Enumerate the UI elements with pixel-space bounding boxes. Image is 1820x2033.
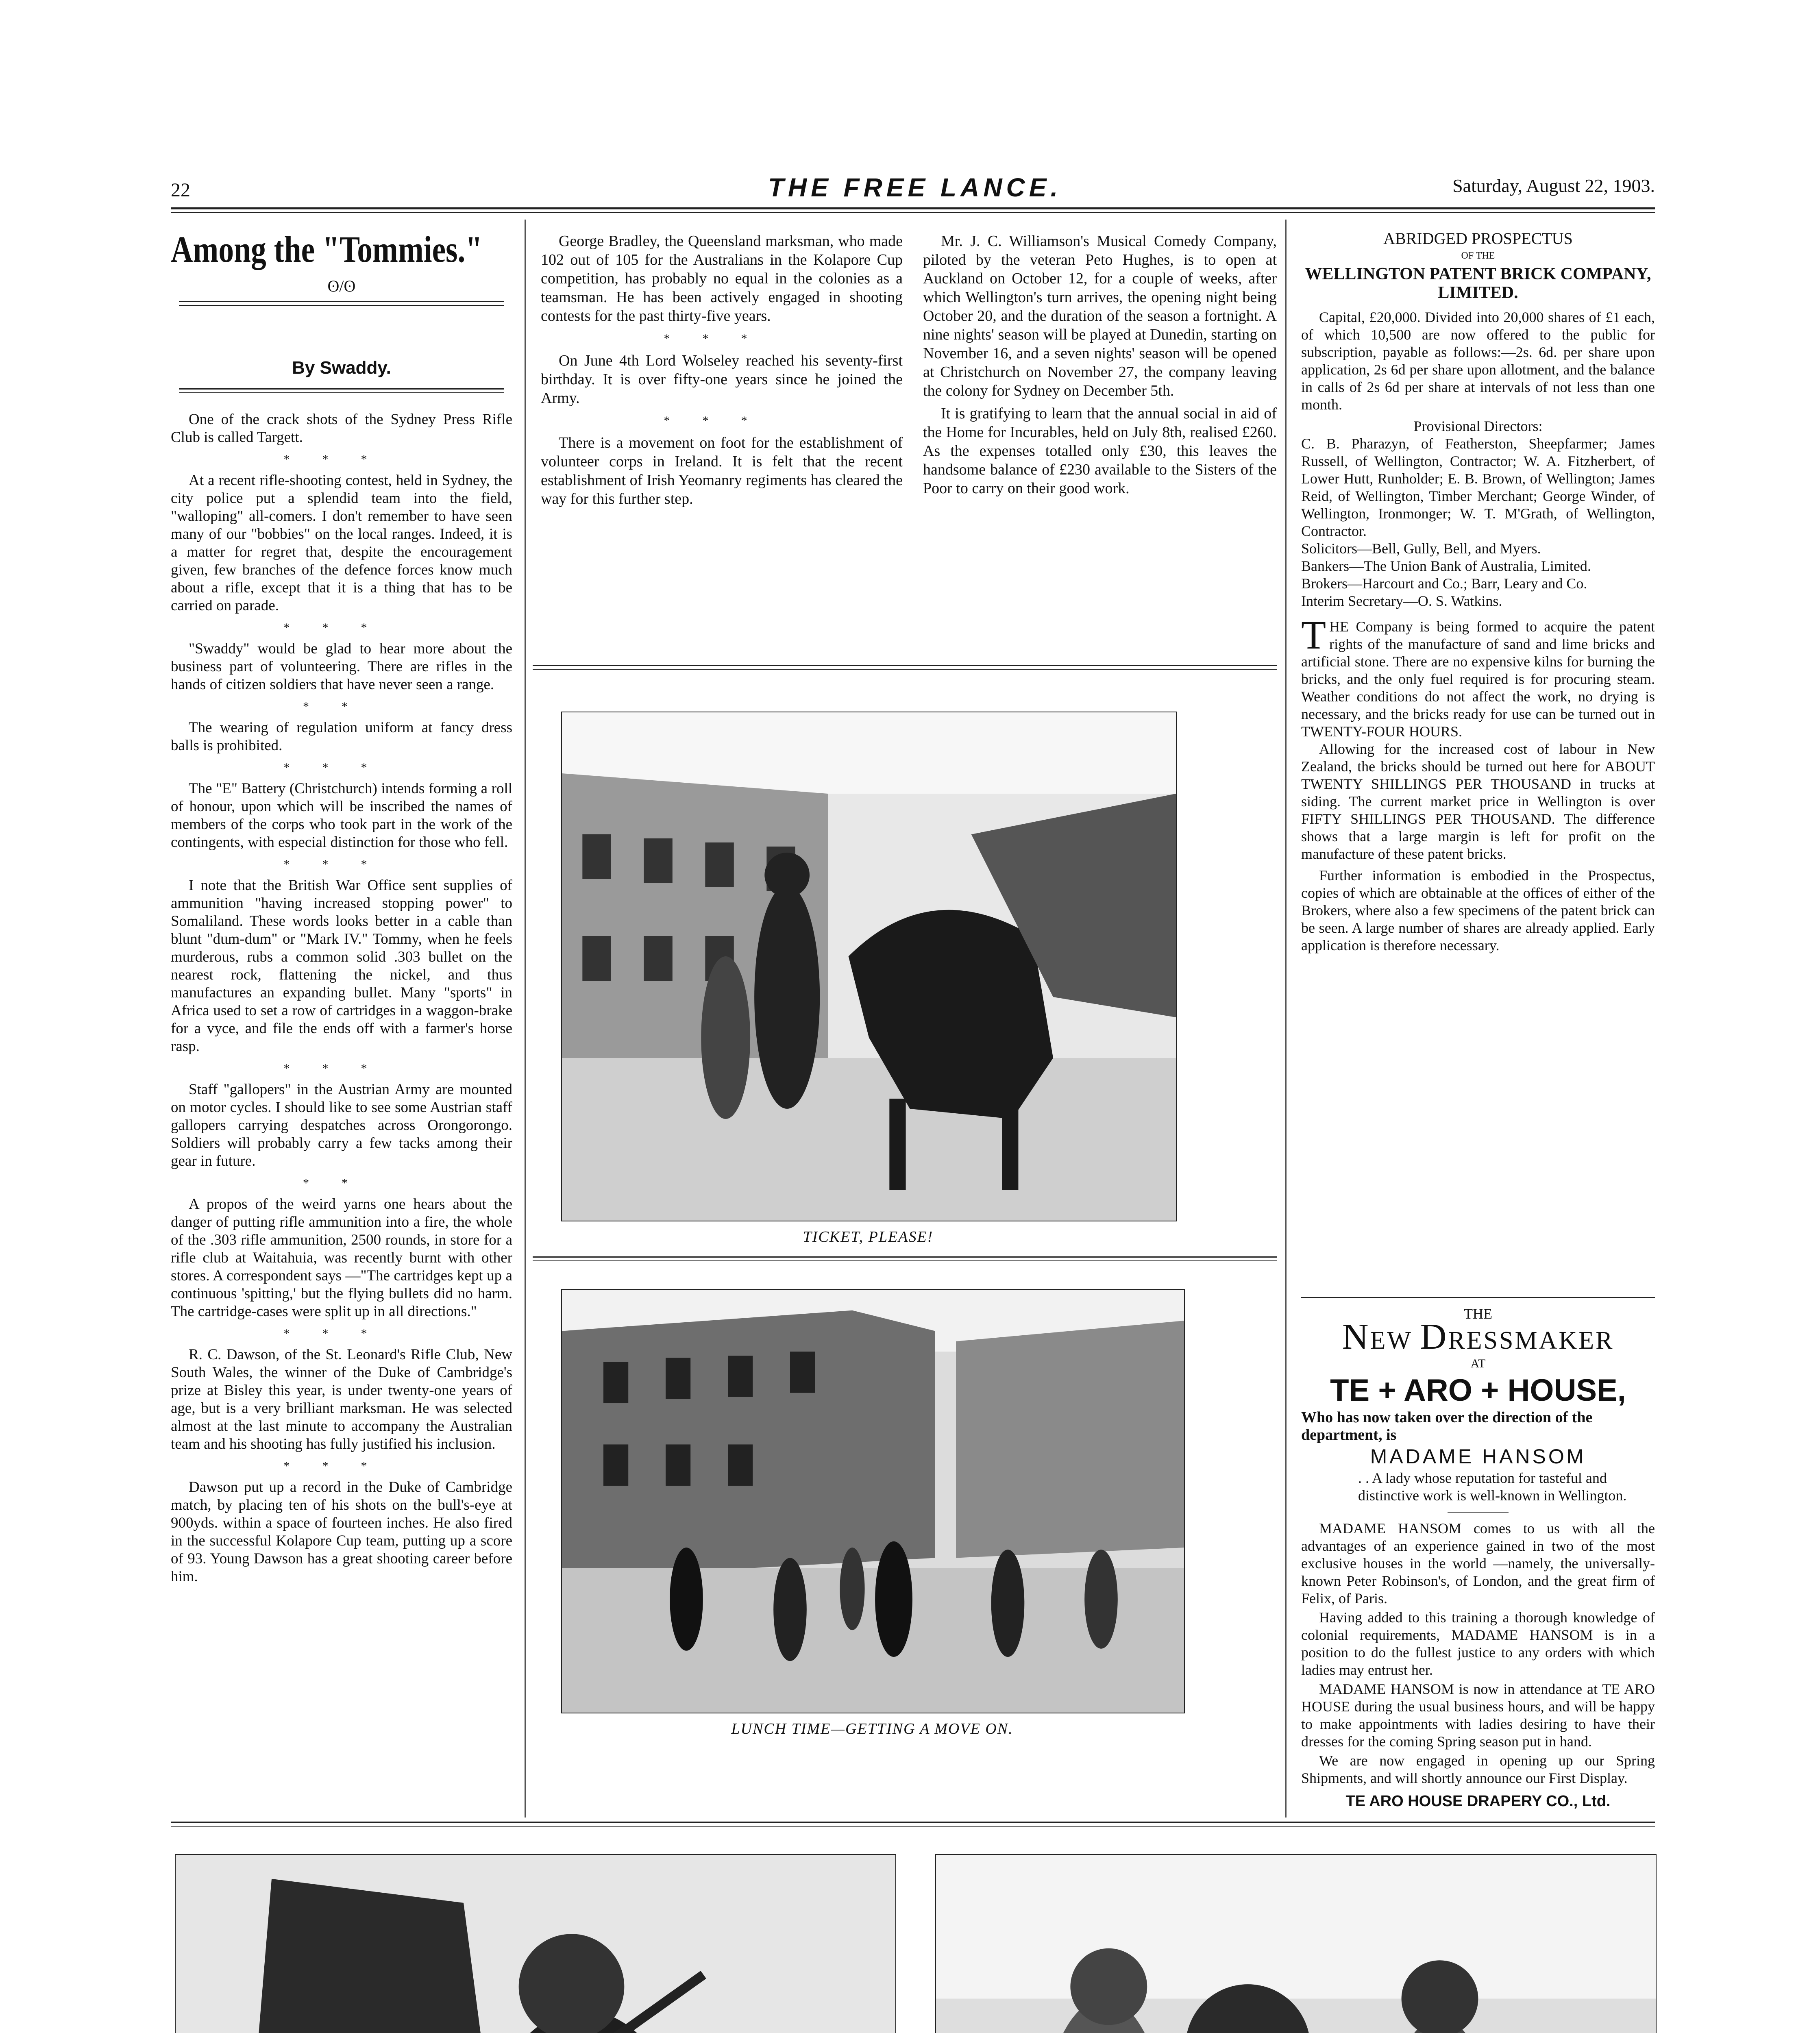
- paragraph: The wearing of regulation uniform at fancy dress balls is prohibited.: [171, 719, 512, 754]
- article-title: Among the "Tommies.": [171, 229, 483, 270]
- prospectus-body3: Further information is embodied in the Prospectus, copies of which are obtainable at the offices of either of the Brokers, where also a few specimens of the patent brick can be seen. A large number of shares are already applied. Early application is therefore necessary.: [1301, 867, 1655, 953]
- ad-at: AT: [1470, 1357, 1486, 1370]
- prospectus-company: WELLINGTON PATENT BRICK COMPANY, LIMITED.: [1305, 265, 1651, 302]
- paragraph: "Swaddy" would be glad to hear more about the business part of volunteering. There are rifles in the hands of citizen soldiers that have never seen a range.: [171, 640, 512, 693]
- paragraph: R. C. Dawson, of the St. Leonard's Rifle Club, New South Wales, the winner of the Duke of Cambridge's prize at Bisley this year, is under twenty-one years of age, but is a very brilliant marksman. He was selected almost at the last minute to accompany the Australian team and his shooting has fully justified his inclusion.: [171, 1346, 512, 1452]
- paragraph: One of the crack shots of the Sydney Press Rifle Club is called Targett.: [171, 411, 512, 446]
- ad-paragraph: We are now engaged in opening up our Spring Shipments, and will shortly announce our First Display.: [1301, 1752, 1655, 1786]
- ad-paragraph: MADAME HANSOM comes to us with all the advantages of an experience gained in two of the most exclusive houses in the world —namely, the universally-known Peter Robinson's, of London, and the great firm of Felix, of Paris.: [1301, 1520, 1655, 1606]
- dressmaker-ad: [1301, 1305, 1655, 1810]
- byline-rule: [179, 388, 504, 390]
- ad-paragraph: MADAME HANSOM is now in attendance at TE ARO HOUSE during the usual business hours, and will be happy to make appointments with ladies desiring to have their dresses for the coming Spring season put in hand.: [1301, 1681, 1655, 1750]
- paragraph: The "E" Battery (Christchurch) intends forming a roll of honour, upon which will be inscribed the names of members of the corps who took part in the work of the contingents, with especial distinction for those who fell.: [171, 780, 512, 851]
- paragraph: Dawson put up a record in the Duke of Cambridge match, by placing ten of his shots on the bull's-eye at 900yds. within a space of fourteen inches. He also fired in the successful Kolapore Cup team, putting up a score of 93. Young Dawson has a great shooting career before him.: [171, 1479, 512, 1585]
- paragraph: On June 4th Lord Wolseley reached his seventy-first birthday. It is over fifty-one years since he joined the Army.: [541, 352, 903, 407]
- ad-the: THE: [1464, 1306, 1492, 1322]
- ad-intro: Who has now taken over the direction of the department, is: [1301, 1409, 1593, 1443]
- title-rule: [179, 301, 504, 302]
- ad-tagline: . . A lady whose reputation for tasteful and distinctive work is well-known in Wellington.: [1358, 1470, 1627, 1504]
- section-rule: [533, 1260, 1277, 1261]
- horse-tram-photo: [562, 712, 1176, 1221]
- separator: ***: [664, 332, 780, 345]
- ad-house: TE + ARO + HOUSE,: [1330, 1373, 1626, 1408]
- street-crowd-photo: [562, 1290, 1184, 1713]
- prospectus-directors-heading: Provisional Directors:: [1413, 418, 1543, 434]
- separator: ***: [283, 1327, 400, 1340]
- separator: ***: [283, 453, 400, 466]
- prospectus-solicitors: Solicitors—Bell, Gully, Bell, and Myers.: [1301, 540, 1541, 557]
- separator: ***: [283, 621, 400, 634]
- ad-title: NEW DRESSMAKER: [1342, 1317, 1614, 1357]
- separator: **: [303, 700, 380, 713]
- section-rule: [533, 669, 1277, 670]
- ad-name: MADAME HANSOM: [1370, 1445, 1586, 1468]
- byline: By Swaddy.: [292, 358, 391, 378]
- prospectus-directors: C. B. Pharazyn, of Featherston, Sheepfarmer; James Russell, of Wellington, Contractor; W. A. Fitzherbert, of Lower Hutt, Runholder; E. B. Brown, of Wellington; James Reid, of Wellington, Timber Merchant; George Winder, of Wellington, Ironmonger; W. T. M'Grath, of Wellington, Contractor.: [1301, 435, 1655, 539]
- separator: **: [303, 1176, 380, 1190]
- prospectus-capital: Capital, £20,000. Divided into 20,000 shares of £1 each, of which 10,500 are now offered to the public for subscription, payable as follows:—2s. 6d. per share upon application, 2s 6d per share upon allotment, and the balance in calls of 2s 6d per share at intervals of not less than one month.: [1301, 309, 1655, 413]
- drop-cap: T: [1301, 612, 1326, 657]
- separator: ***: [283, 1459, 400, 1473]
- bottom-rule: [171, 1826, 1655, 1827]
- photo-ticket-please: [561, 712, 1177, 1221]
- prospectus-body2: Allowing for the increased cost of labour in New Zealand, the bricks should be turned out here for ABOUT TWENTY SHILLINGS PER THOUSAND in trucks at siding. The current market price in Wellington is over FIFTY SHILLINGS PER THOUSAND. The difference shows that a large margin is left for profit on the manufacture of these patent bricks.: [1301, 741, 1655, 862]
- caption-lunch-time: LUNCH TIME—GETTING A MOVE ON.: [731, 1720, 1013, 1737]
- ad-footer: TE ARO HOUSE DRAPERY CO., Ltd.: [1345, 1793, 1611, 1810]
- section-rule: [533, 665, 1277, 666]
- paragraph: Staff "gallopers" in the Austrian Army are mounted on motor cycles. I should like to see some Austrian staff gallopers carrying despatches across Orongorongo. Soldiers will probably carry a few tacks among their gear in future.: [171, 1081, 512, 1169]
- col3-body: [923, 232, 1277, 502]
- tommies-body: [171, 411, 512, 1590]
- photo-diver-smoke: [175, 1854, 896, 2033]
- separator: ***: [283, 761, 400, 774]
- separator: ***: [283, 1062, 400, 1075]
- prospectus: [1301, 230, 1655, 958]
- paragraph: At a recent rifle-shooting contest, held in Sydney, the city police put a splendid team into the field, "walloping" all-comers. I don't remember to have seen many of our "bobbies" on the local ranges. Indeed, it is a matter for regret that, despite the encouragement given, few branches of the defence forces know much about a rifle, except that it is a thing that has to be carried on parade.: [171, 472, 512, 614]
- diver-photo: [176, 1855, 895, 2033]
- ad-rule: [1448, 1512, 1509, 1513]
- page-number: 22: [171, 179, 190, 201]
- header-rule-thin: [171, 212, 1655, 213]
- caption-ticket-please: TICKET, PLEASE!: [803, 1228, 934, 1245]
- byline-rule: [179, 392, 504, 393]
- masthead: THE FREE LANCE.: [768, 173, 1062, 202]
- paragraph: There is a movement on foot for the establishment of volunteer corps in Ireland. It is felt that the recent establishment of Irish Yeomanry regiments has cleared the way for this further step.: [541, 434, 903, 507]
- paragraph: Mr. J. C. Williamson's Musical Comedy Company, piloted by the veteran Peto Hughes, is to open at Auckland on October 12, for a couple of weeks, after which Wellington's turn arrives, the opening night being October 20, and the duration of the season a fortnight. A nine nights' season will be played at Dunedin, starting on November 16, and a seven nights' season will be opened at Christchurch on November 27, the company leaving the colony for Sydney on December 5th.: [923, 233, 1277, 399]
- prospectus-of-the: OF THE: [1461, 250, 1495, 261]
- ad-paragraph: Having added to this training a thorough knowledge of colonial requirements, MADAME HANSOM is in a position to do the fullest justice to any orders with which ladies may entrust her.: [1301, 1609, 1655, 1678]
- paragraph: It is gratifying to learn that the annual social in aid of the Home for Incurables, held on July 8th, realised £260. As the expenses totalled only £30, this leaves the handsome balance of £230 available to the Sisters of the Poor to carry on their good work.: [923, 405, 1277, 497]
- bottom-rule: [171, 1822, 1655, 1823]
- photo-lunch-time: [561, 1289, 1185, 1713]
- prospectus-secretary: Interim Secretary—O. S. Watkins.: [1301, 593, 1502, 609]
- column-rule: [1285, 220, 1287, 1818]
- title-ornament: ʘ/ʘ: [327, 277, 356, 295]
- raising-hat-photo: [936, 1855, 1656, 2033]
- paragraph: I note that the British War Office sent supplies of ammunition "having increased stopping power" to Somaliland. These words looks better in a cable than blunt "dum-dum" or "Mark IV." Tommy, when he feels murderous, rubs a common solid .303 bullet on the nearest rock, flattening the nickel, and thus manufactures an expanding bullet. Many "sports" in Africa used to set a row of cartridges in a waggon-brake for a vyce, and file the ends off with a farmer's horse rasp.: [171, 877, 512, 1055]
- separator: ***: [664, 414, 780, 427]
- header-rule: [171, 207, 1655, 209]
- column-rule: [525, 220, 526, 1818]
- separator: ***: [283, 858, 400, 871]
- photo-raising-hat: [935, 1854, 1657, 2033]
- paragraph: George Bradley, the Queensland marksman, who made 102 out of 105 for the Australians in the Kolapore Cup competition, has probably no equal in the colonies as a teamsman. He has been actively engaged in shooting contests for the past thirty-five years.: [541, 233, 903, 324]
- section-rule: [1301, 1297, 1655, 1298]
- col2-body: [541, 232, 903, 512]
- paragraph: A propos of the weird yarns one hears about the danger of putting rifle ammunition into a fire, the whole of the .303 rifle ammunition, 2500 rounds, in store for a rifle club at Waitahuia, was recently burnt with other stores. A correspondent says —"The cartridges kept up a continuous 'spitting,' but the flying bullets did no harm. The cartridge-cases were split up in all directions.": [171, 1196, 512, 1320]
- prospectus-heading: ABRIDGED PROSPECTUS: [1383, 229, 1573, 248]
- title-rule: [179, 305, 504, 306]
- section-rule: [533, 1256, 1277, 1258]
- prospectus-bankers: Bankers—The Union Bank of Australia, Limited.: [1301, 558, 1591, 574]
- issue-date: Saturday, August 22, 1903.: [1452, 175, 1655, 196]
- prospectus-body: THE Company is being formed to acquire the patent rights of the manufacture of sand and lime bricks and artificial stone. There are no expensive kilns for burning the bricks, and the only fuel required is for procuring steam. Weather conditions do not affect the work, no drying is necessary, and the bricks ready for use can be turned out in TWENTY-FOUR HOURS.: [1301, 612, 1655, 740]
- prospectus-brokers: Brokers—Harcourt and Co.; Barr, Leary and Co.: [1301, 575, 1587, 592]
